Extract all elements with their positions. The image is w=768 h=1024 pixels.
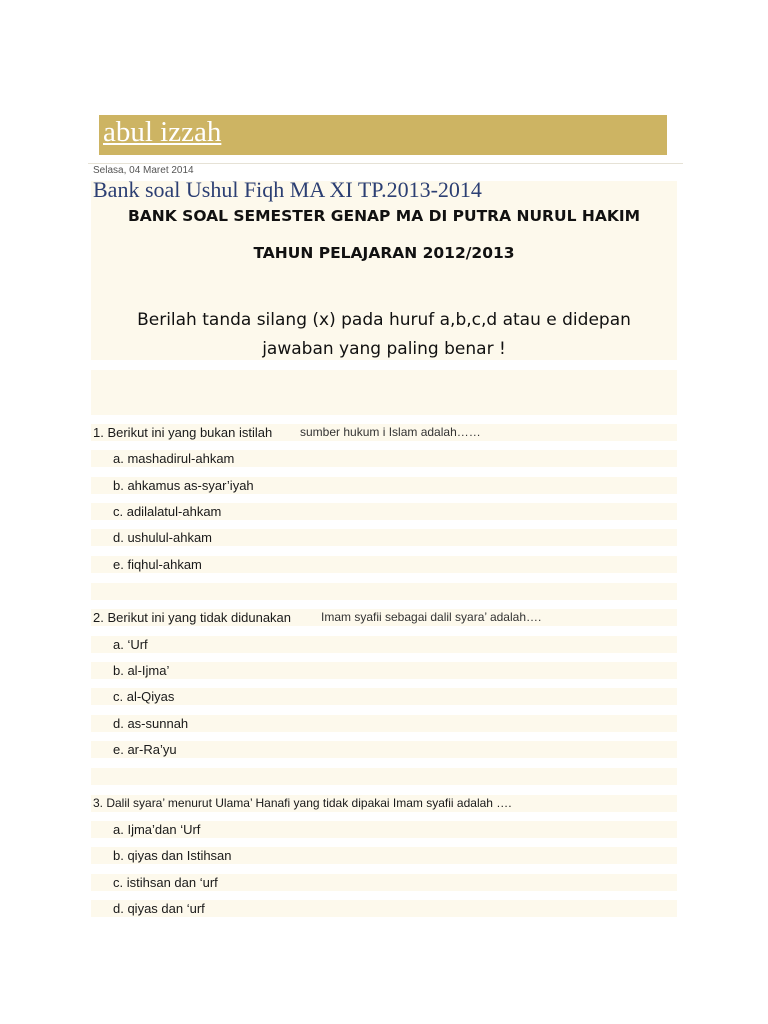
answer-option [91,503,677,520]
option-label: a. mashadirul-ahkam [113,451,235,466]
option-label: b. qiyas dan Istihsan [113,848,232,863]
option-label: d. qiyas dan ‘urf [113,901,205,916]
option-label: c. al-Qiyas [113,689,175,704]
spacer-row [91,768,677,785]
option-label: e. fiqhul-ahkam [113,557,202,572]
document-heading: BANK SOAL SEMESTER GENAP MA DI PUTRA NURUL HAKIM [127,207,641,225]
question-1 [91,424,677,441]
spacer-block [91,370,677,415]
answer-option [91,662,677,679]
blog-title-link[interactable]: abul izzah [103,116,222,148]
answer-option [91,688,677,705]
instruction-line: jawaban yang paling benar ! [262,339,506,359]
instruction-text [91,306,677,364]
blog-header-banner [99,115,667,155]
answer-option [91,900,677,917]
question-2 [91,609,677,626]
answer-option [91,556,677,573]
document-subheading: TAHUN PELAJARAN 2012/2013 [253,244,515,262]
option-label: d. ushulul-ahkam [113,530,212,545]
option-label: c. adilalatul-ahkam [113,504,222,519]
question-text: 1. Berikut ini yang bukan istilah [93,425,273,440]
header-divider [88,163,683,164]
spacer-row [91,583,677,600]
option-label: b. ahkamus as-syar’iyah [113,478,254,493]
option-label: a. ‘Urf [113,637,148,652]
answer-option [91,450,677,467]
answer-option [91,636,677,653]
question-text-tail: sumber hukum i Islam adalah…… [300,425,481,439]
answer-option [91,874,677,891]
post-date: Selasa, 04 Maret 2014 [93,165,194,176]
answer-option [91,741,677,758]
answer-option [91,477,677,494]
question-3 [91,795,677,812]
answer-option [91,821,677,838]
option-label: a. Ijma’dan ‘Urf [113,822,201,837]
answer-option [91,847,677,864]
instruction-line: Berilah tanda silang (x) pada huruf a,b,c,d atau e didepan [137,310,631,330]
option-label: e. ar-Ra’yu [113,742,177,757]
option-label: d. as-sunnah [113,716,189,731]
question-text: 3. Dalil syara’ menurut Ulama’ Hanafi yang tidak dipakai Imam syafii adalah …. [93,796,512,810]
post-title[interactable]: Bank soal Ushul Fiqh MA XI TP.2013-2014 [93,177,482,202]
question-text-tail: Imam syafii sebagai dalil syara’ adalah…. [321,610,542,624]
answer-option [91,715,677,732]
answer-option [91,529,677,546]
question-text: 2. Berikut ini yang tidak didunakan [93,610,292,625]
option-label: c. istihsan dan ‘urf [113,875,218,890]
option-label: b. al-Ijma’ [113,663,170,678]
